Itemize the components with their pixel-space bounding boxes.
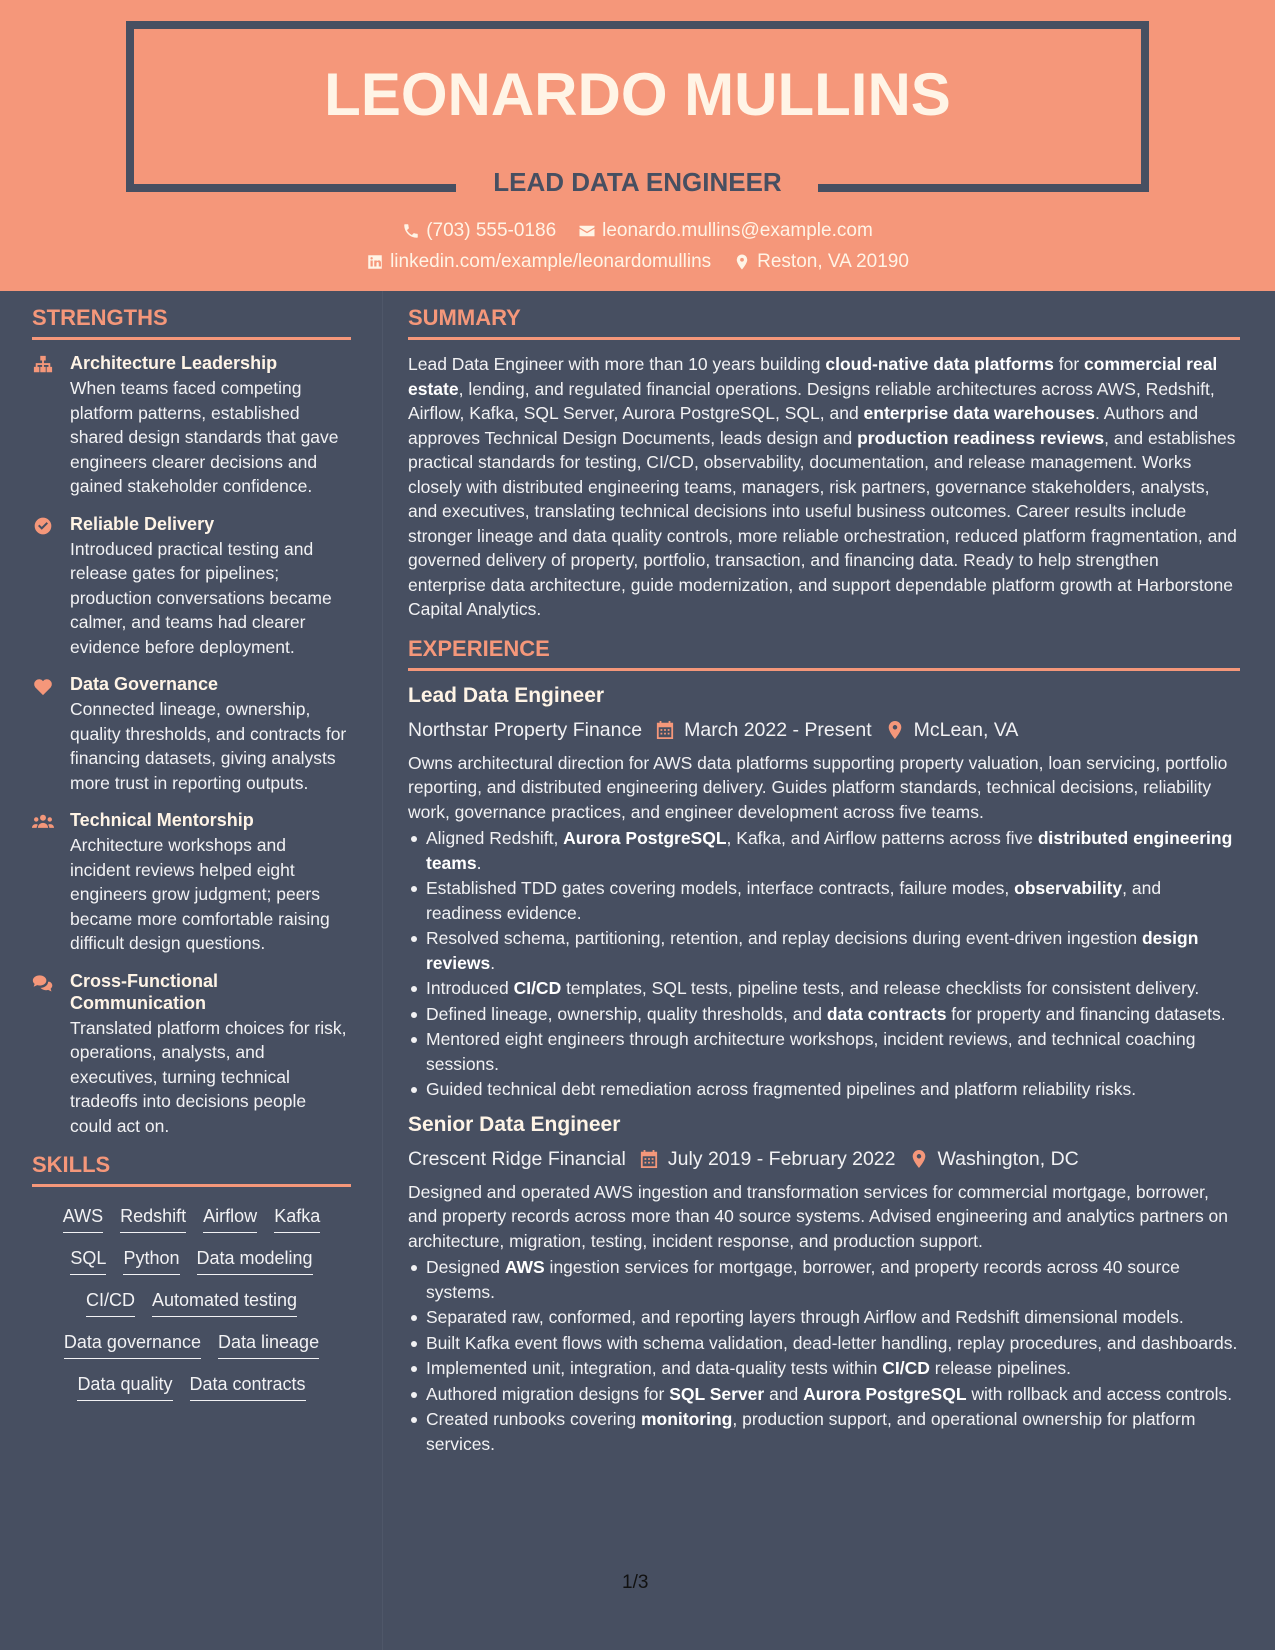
- job-meta: [408, 1146, 1240, 1172]
- right-column: [408, 305, 1240, 1466]
- job-description: Designed and operated AWS ingestion and transformation services for commercial mortgage, borrower, and property records across more than 40 source systems. Advised engineering and analytics partners on architecture, migration, testing, incident response, and production support.: [408, 1181, 1229, 1251]
- phone-contact: [402, 220, 556, 242]
- email-text[interactable]: leonardo.mullins@example.com: [602, 220, 873, 241]
- skills-list: [32, 1199, 351, 1401]
- location-text: Reston, VA 20190: [757, 251, 909, 272]
- job-title-headline: LEAD DATA ENGINEER: [493, 167, 782, 197]
- linkedin-icon: [366, 253, 384, 271]
- skill-tag: Python: [123, 1243, 179, 1275]
- strength-item: [32, 513, 351, 660]
- contact-row-1: [0, 220, 1275, 242]
- comments-icon: [32, 973, 54, 993]
- strength-title: Reliable Delivery: [70, 513, 215, 534]
- bullet-item: Designed AWS ingestion services for mortgage, borrower, and property records across 40 source systems.: [408, 1255, 1240, 1304]
- job-dates: March 2022 - Present: [684, 718, 872, 741]
- bullet-item: Guided technical debt remediation across fragmented pipelines and platform reliability risks.: [408, 1077, 1240, 1102]
- bullet-item: Authored migration designs for SQL Server and Aurora PostgreSQL with rollback and access controls.: [408, 1382, 1240, 1407]
- strength-desc: When teams faced competing platform patterns, established shared design standards that gave engineers clearer decisions and gained stakeholder confidence.: [70, 378, 339, 496]
- map-marker-icon: [733, 253, 751, 271]
- email-contact[interactable]: [578, 220, 873, 242]
- job-bullets: [408, 826, 1240, 1102]
- strength-title: Cross-Functional Communication: [70, 970, 219, 1013]
- strength-desc: Architecture workshops and incident reviews helped eight engineers grow judgment; peers became more comfortable raising difficult design questions.: [70, 835, 330, 953]
- location-contact: [733, 251, 909, 273]
- linkedin-text[interactable]: linkedin.com/example/leonardomullins: [390, 251, 712, 272]
- job-entry: [408, 1112, 1240, 1457]
- job-entry: [408, 683, 1240, 1102]
- job-bullets: [408, 1255, 1240, 1456]
- bullet-item: Implemented unit, integration, and data-quality tests within CI/CD release pipelines.: [408, 1356, 1240, 1381]
- bullet-item: Created runbooks covering monitoring, production support, and operational ownership for platform services.: [408, 1407, 1240, 1456]
- strength-item: [32, 970, 351, 1139]
- calendar-icon: [656, 720, 674, 740]
- bullet-item: Separated raw, conformed, and reporting layers through Airflow and Redshift dimensional models.: [408, 1305, 1240, 1330]
- resume-header: [0, 0, 1275, 291]
- strength-title: Data Governance: [70, 674, 219, 694]
- bullet-item: Built Kafka event flows with schema validation, dead-letter handling, replay procedures, and dashboards.: [408, 1331, 1240, 1356]
- summary-text: Lead Data Engineer with more than 10 years building cloud-native data platforms for commercial real estate, lending, and regulated financial operations. Designs reliable architectures across AWS, Redshift, Airflow, Kafka, SQL Server, Aurora PostgreSQL, SQL, and enterprise data warehouses. Authors and approves Technical Design Documents, leads design and production readiness reviews, and establishes practical standards for testing, CI/CD, observability, documentation, and release management. Works closely with distributed engineering teams, managers, risk partners, governance stakeholders, analysts, and executives, translating technical decisions into useful business outcomes. Career results include stronger lineage and data quality controls, more reliable orchestration, reduced platform fragmentation, and governed delivery of property, portfolio, transaction, and financing data. Ready to help strengthen enterprise data architecture, guide modernization, and support dependable platform growth at Harborstone Capital Analytics.: [408, 354, 1237, 619]
- page-number: 1/3: [622, 1572, 649, 1593]
- job-dates: July 2019 - February 2022: [667, 1147, 896, 1170]
- job-location: McLean, VA: [913, 718, 1019, 741]
- skill-tag: AWS: [63, 1201, 103, 1233]
- strength-title: Architecture Leadership: [70, 353, 278, 373]
- bullet-item: Mentored eight engineers through architecture workshops, incident reviews, and technical coaching sessions.: [408, 1027, 1240, 1076]
- bullet-item: Defined lineage, ownership, quality thresholds, and data contracts for property and financing datasets.: [408, 1002, 1240, 1027]
- bullet-item: Introduced CI/CD templates, SQL tests, pipeline tests, and release checklists for consistent delivery.: [408, 976, 1240, 1001]
- candidate-name: LEONARDO MULLINS: [324, 61, 951, 128]
- bullet-item: Resolved schema, partitioning, retention, and replay decisions during event-driven ingestion design reviews.: [408, 926, 1240, 975]
- skill-tag: Automated testing: [152, 1285, 297, 1317]
- company-name: Northstar Property Finance: [408, 718, 643, 741]
- heart-icon: [32, 676, 54, 696]
- strength-desc: Introduced practical testing and release gates for pipelines; production conversations became calmer, and teams had clearer evidence before deployment.: [70, 538, 332, 657]
- skill-tag: Redshift: [120, 1201, 186, 1233]
- job-description: Owns architectural direction for AWS data platforms supporting property valuation, loan servicing, portfolio reporting, and distributed engineering delivery. Guides platform standards, technical decisions, reliability work, governance practices, and engineer development across five teams.: [408, 752, 1228, 822]
- phone-text: (703) 555-0186: [426, 220, 557, 241]
- strength-desc: Translated platform choices for risk, operations, analysts, and executives, turning technical tradeoffs into decisions people could act on.: [70, 1017, 347, 1136]
- contact-row-2: [0, 251, 1275, 273]
- skill-tag: CI/CD: [86, 1285, 135, 1317]
- strength-item: [32, 673, 351, 795]
- job-role: Lead Data Engineer: [408, 683, 605, 707]
- job-role: Senior Data Engineer: [408, 1112, 621, 1136]
- linkedin-contact[interactable]: [366, 251, 711, 273]
- skill-tag: Data contracts: [190, 1369, 306, 1401]
- strength-desc: Connected lineage, ownership, quality thresholds, and contracts for financing datasets, giving analysts more trust in reporting outputs.: [70, 699, 347, 793]
- skill-tag: Kafka: [274, 1201, 320, 1233]
- users-icon: [32, 812, 54, 832]
- skill-tag: Data quality: [77, 1369, 172, 1401]
- left-column: [32, 305, 351, 1401]
- calendar-icon: [640, 1149, 658, 1169]
- job-meta: [408, 717, 1240, 743]
- experience-heading: EXPERIENCE: [408, 636, 1240, 671]
- skill-tag: Data modeling: [197, 1243, 313, 1275]
- column-divider: [382, 291, 383, 1650]
- skill-tag: Data governance: [64, 1327, 201, 1359]
- bullet-item: Aligned Redshift, Aurora PostgreSQL, Kafka, and Airflow patterns across five distributed engineering teams.: [408, 826, 1240, 875]
- skills-heading: SKILLS: [32, 1152, 351, 1187]
- strength-item: [32, 352, 351, 499]
- envelope-icon: [578, 222, 596, 240]
- map-marker-icon: [886, 720, 904, 740]
- phone-icon: [402, 222, 420, 240]
- sitemap-icon: [32, 355, 54, 375]
- strength-item: [32, 809, 351, 956]
- map-marker-icon: [910, 1149, 928, 1169]
- summary-heading: SUMMARY: [408, 305, 1240, 340]
- strengths-heading: STRENGTHS: [32, 305, 351, 340]
- company-name: Crescent Ridge Financial: [408, 1147, 626, 1170]
- check-circle-icon: [32, 516, 54, 536]
- skill-tag: Airflow: [203, 1201, 257, 1233]
- skill-tag: Data lineage: [218, 1327, 319, 1359]
- bullet-item: Established TDD gates covering models, interface contracts, failure modes, observability, and readiness evidence.: [408, 876, 1240, 925]
- strength-title: Technical Mentorship: [70, 810, 254, 830]
- skill-tag: SQL: [70, 1243, 106, 1275]
- job-location: Washington, DC: [937, 1147, 1079, 1170]
